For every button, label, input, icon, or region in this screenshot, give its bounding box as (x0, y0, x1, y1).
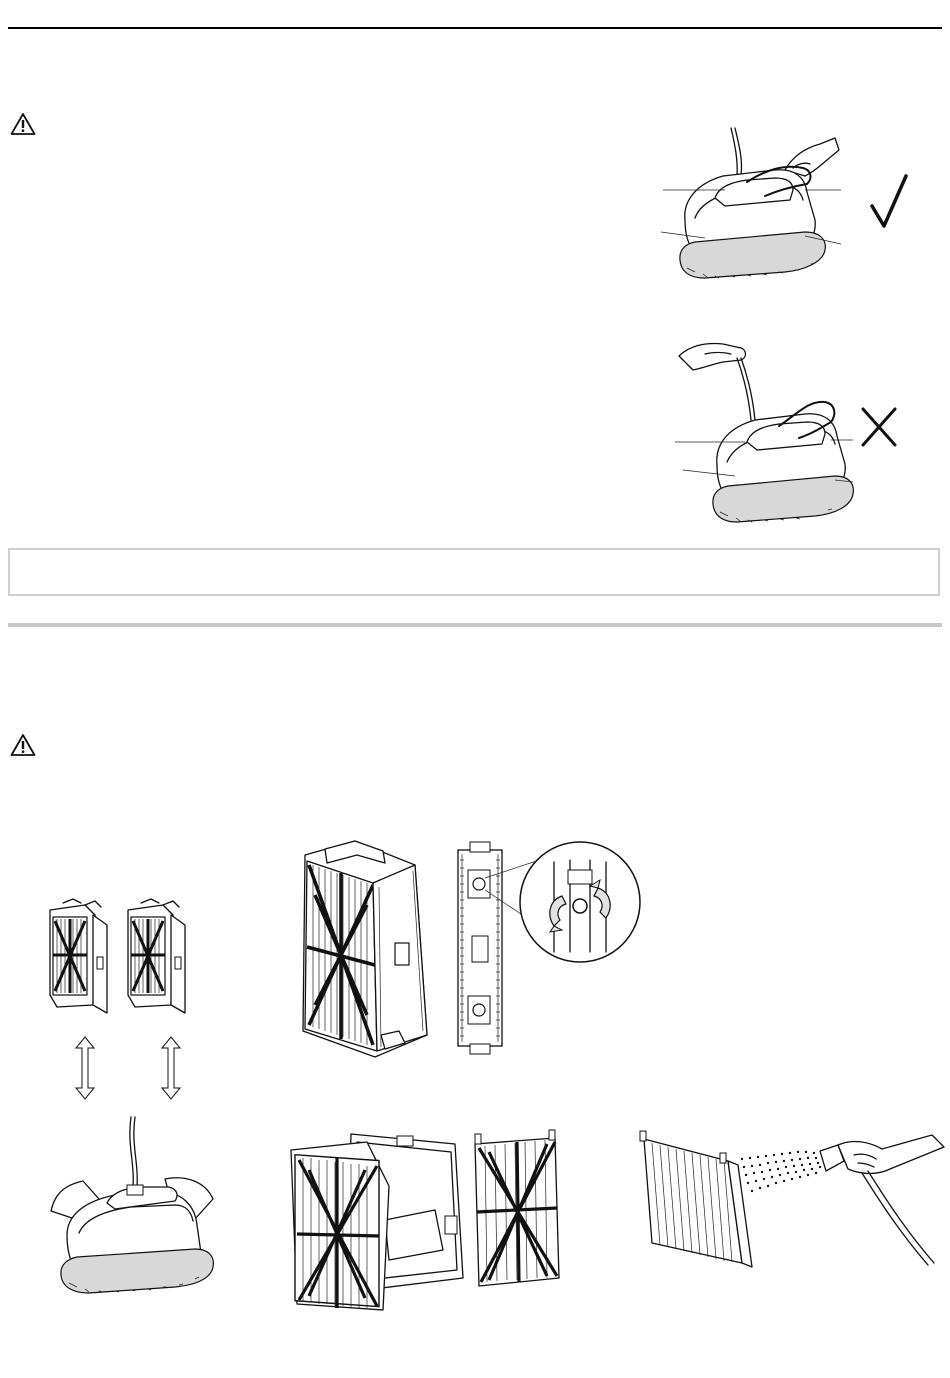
filter-cartridges-pair-illustration (45, 895, 205, 1030)
filter-panels-exploded-illustration (285, 1130, 585, 1320)
robot-lift-by-cable-illustration (675, 330, 855, 525)
warning-triangle-icon (10, 733, 36, 757)
check-mark-icon (868, 172, 910, 230)
x-mark-icon (858, 405, 900, 449)
robot-lift-by-handle-illustration (655, 120, 845, 290)
top-rule (8, 27, 942, 29)
section-divider (8, 623, 942, 627)
robot-lid-open-illustration (45, 1115, 220, 1295)
double-arrow-icon (74, 1036, 96, 1100)
filter-rinse-illustration (632, 1125, 944, 1275)
warning-triangle-icon (10, 112, 36, 136)
double-arrow-icon (160, 1036, 182, 1100)
water-spray (741, 1151, 821, 1192)
filter-cartridge-large-illustration (295, 835, 435, 1065)
note-box (8, 548, 940, 596)
filter-side-view-illustration (450, 840, 650, 1060)
